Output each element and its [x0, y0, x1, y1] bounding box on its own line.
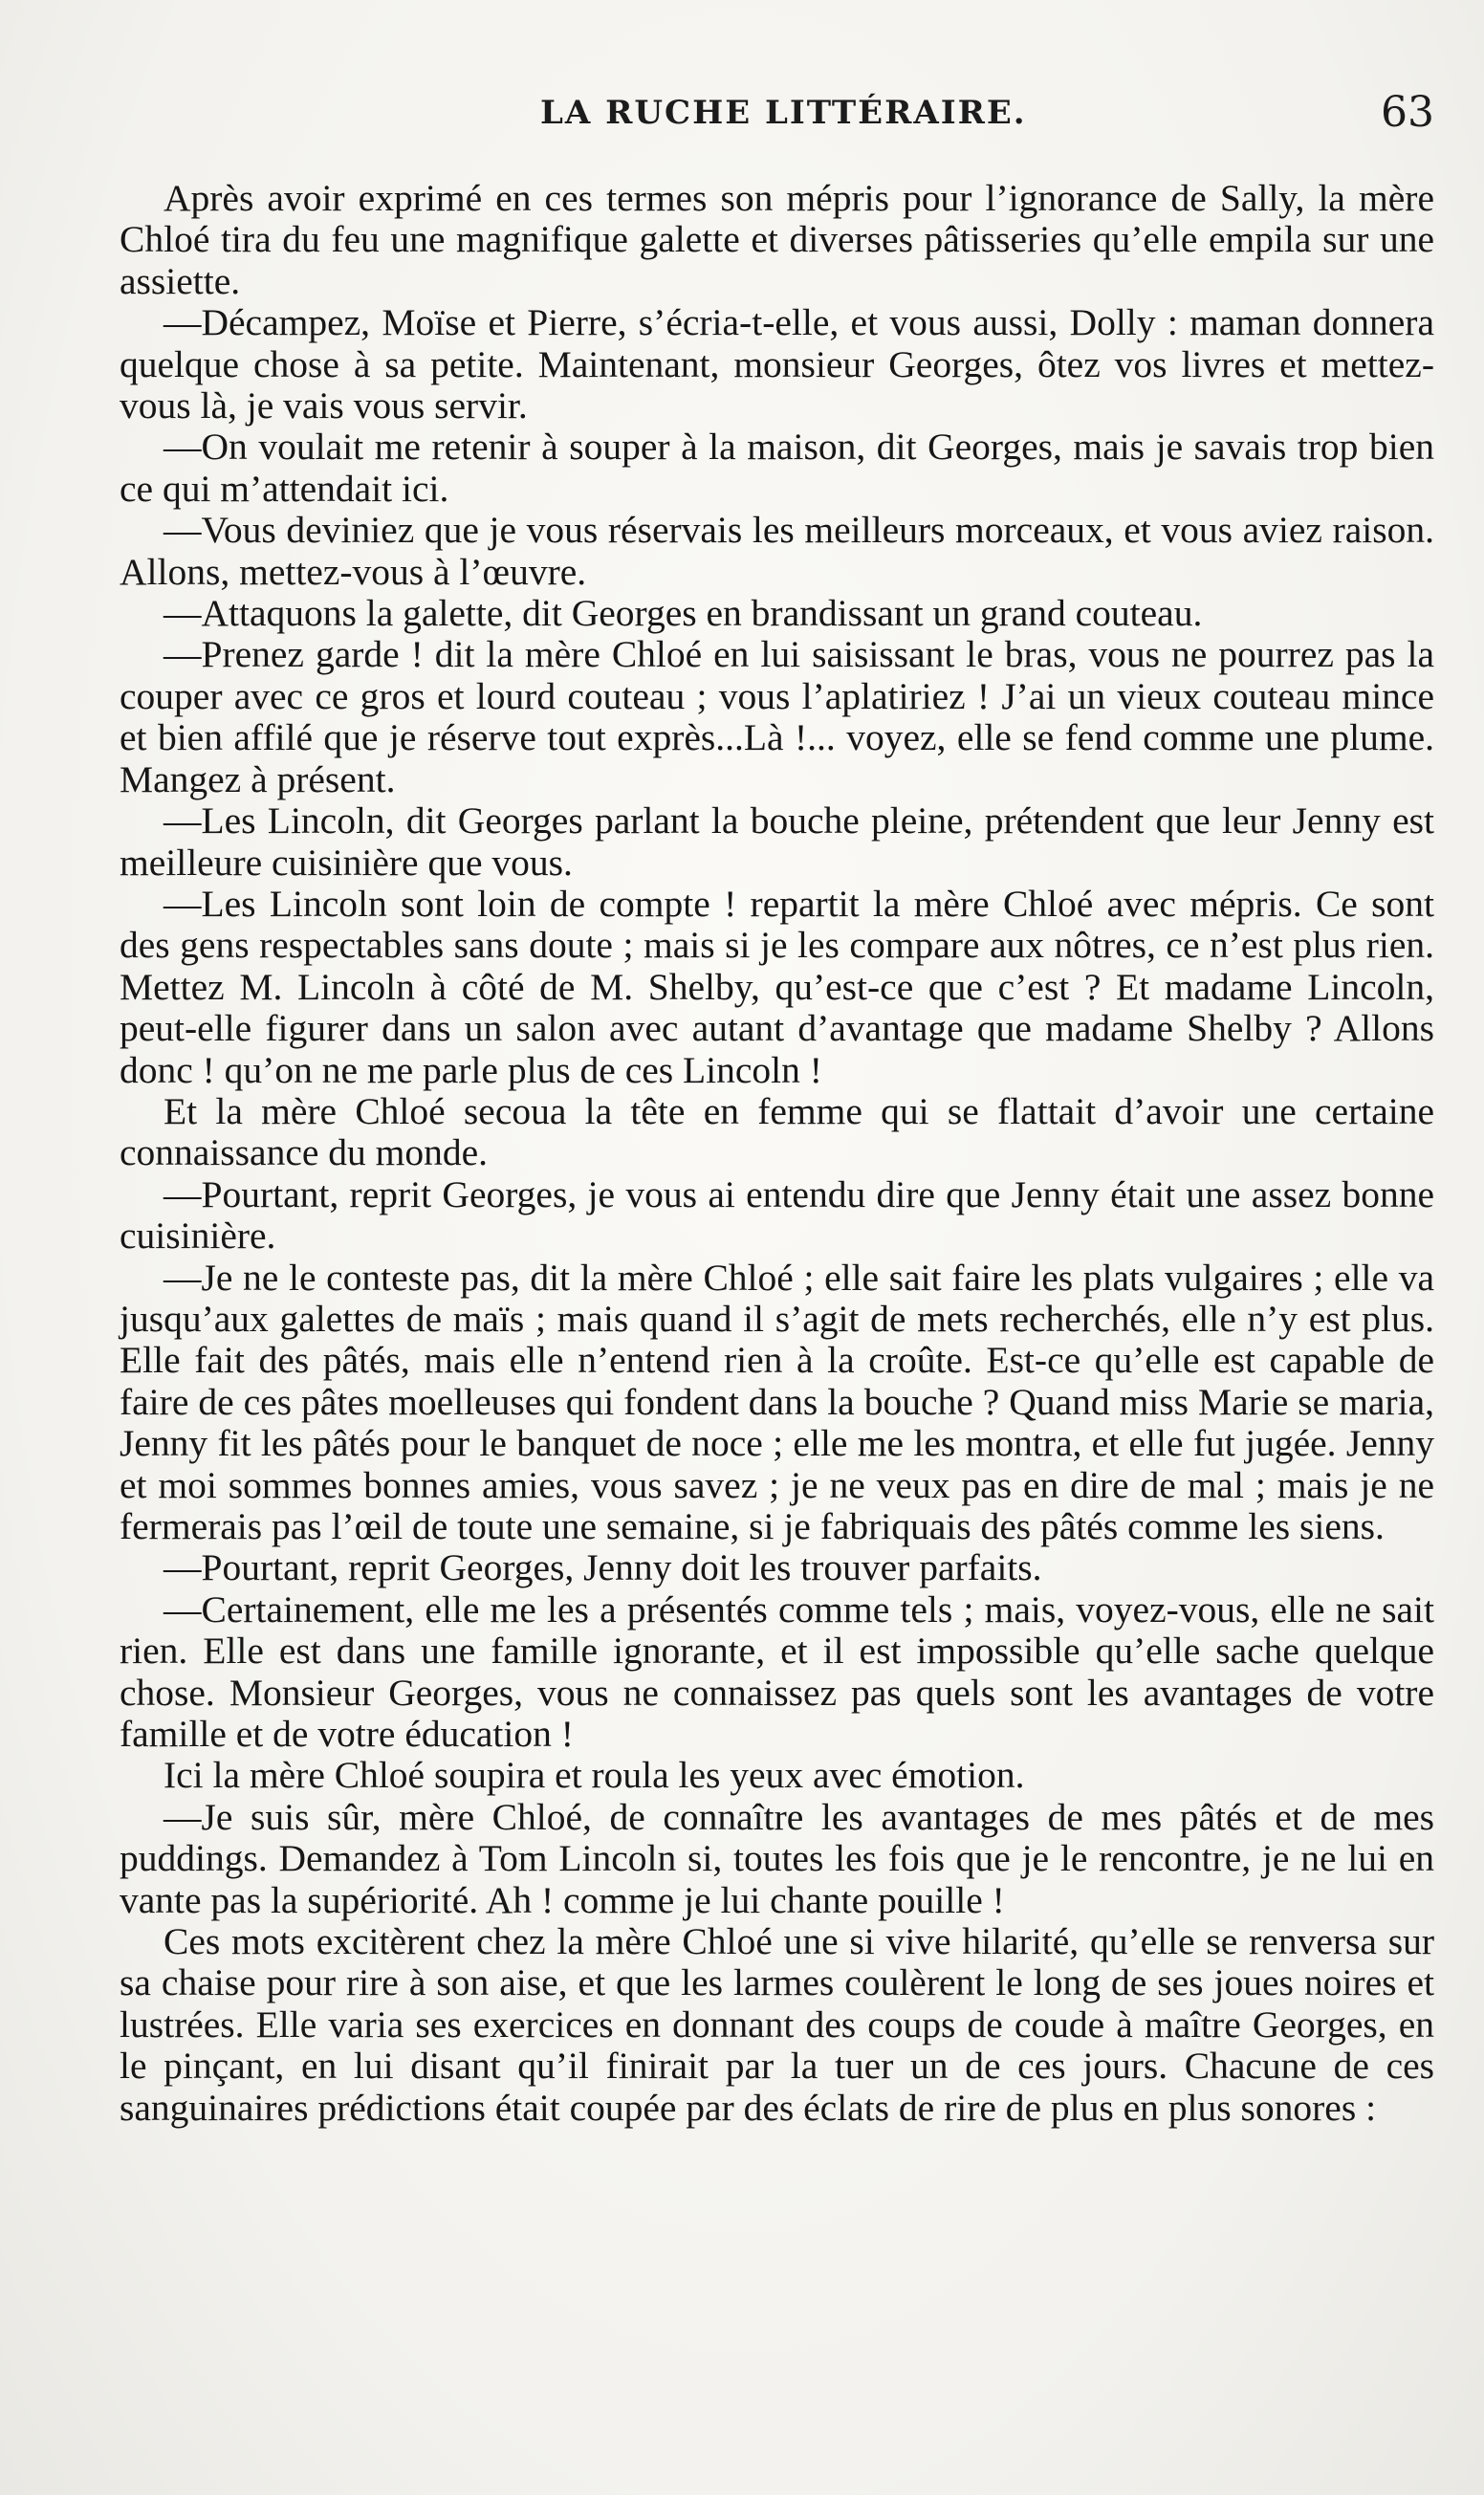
- paragraph: —Certainement, elle me les a présentés comme tels ; mais, voyez-vous, elle ne sait rien. Elle est dans une famille ignorante, et il est impossible qu’elle sache quelque chose. Monsieur Georges, vous ne connaissez pas quels sont les avantages de votre famille et de votre éducation !: [120, 1587, 1434, 1756]
- page-number: 63: [1381, 88, 1434, 137]
- running-title: LA RUCHE LITTÉRAIRE.: [540, 94, 1027, 132]
- paragraph: Et la mère Chloé secoua la tête en femme qui se flattait d’avoir une certaine connaissance du monde.: [120, 1089, 1434, 1174]
- paragraph: —Je suis sûr, mère Chloé, de connaître les avantages de mes pâtés et de mes puddings. Demandez à Tom Lincoln si, toutes les fois que je le rencontre, je ne lui en vante pas la supériorité. Ah ! comme je lui chante pouille !: [120, 1795, 1434, 1921]
- paragraph: —On voulait me retenir à souper à la maison, dit Georges, mais je savais trop bien ce qui m’attendait ici.: [120, 426, 1434, 510]
- page-header: [120, 80, 1434, 138]
- paragraph: —Décampez, Moïse et Pierre, s’écria-t-elle, et vous aussi, Dolly : maman donnera quelque chose à sa petite. Maintenant, monsieur Georges, ôtez vos livres et mettez-vous là, je vais vous servir.: [120, 301, 1434, 427]
- body-text: [120, 178, 1434, 2129]
- paragraph: —Pourtant, reprit Georges, je vous ai entendu dire que Jenny était une assez bonne cuisinière.: [120, 1172, 1434, 1258]
- paragraph: Ici la mère Chloé soupira et roula les yeux avec émotion.: [164, 1754, 1025, 1797]
- paragraph: —Les Lincoln sont loin de compte ! repartit la mère Chloé avec mépris. Ce sont des gens respectables sans doute ; mais si je les compare aux nôtres, ce n’est plus rien. Mettez M. Lincoln à côté de M. Shelby, qu’est-ce que c’est ? Et madame Lincoln, peut-elle figurer dans un salon avec autant d’avantage que madame Shelby ? Allons donc ! qu’on ne me parle plus de ces Lincoln !: [120, 882, 1434, 1091]
- paragraph: Ces mots excitèrent chez la mère Chloé une si vive hilarité, qu’elle se renversa sur sa chaise pour rire à son aise, et que les larmes coulèrent le long de ses joues noires et lustrées. Elle varia ses exercices en donnant des coups de coude à maître Georges, en le pinçant, en lui disant qu’il finirait par la tuer un de ces jours. Chacune de ces sanguinaires prédictions était coupée par des éclats de rire de plus en plus sonores :: [120, 1920, 1434, 2129]
- paragraph: —Prenez garde ! dit la mère Chloé en lui saisissant le bras, vous ne pourrez pas la couper avec ce gros et lourd couteau ; vous l’aplatiriez ! J’ai un vieux couteau mince et bien affilé que je réserve tout exprès...Là !... voyez, elle se fend comme une plume. Mangez à présent.: [120, 633, 1434, 800]
- paragraph: —Vous deviniez que je vous réservais les meilleurs morceaux, et vous aviez raison. Allons, mettez-vous à l’œuvre.: [120, 509, 1434, 593]
- paragraph: —Les Lincoln, dit Georges parlant la bouche pleine, prétendent que leur Jenny est meilleure cuisinière que vous.: [120, 799, 1434, 884]
- paragraph: —Attaquons la galette, dit Georges en brandissant un grand couteau.: [164, 592, 1203, 635]
- paragraph: Après avoir exprimé en ces termes son mépris pour l’ignorance de Sally, la mère Chloé tira du feu une magnifique galette et diverses pâtisseries qu’elle empila sur une assiette.: [120, 177, 1434, 302]
- paragraph: —Pourtant, reprit Georges, Jenny doit les trouver parfaits.: [164, 1546, 1042, 1589]
- paragraph: —Je ne le conteste pas, dit la mère Chloé ; elle sait faire les plats vulgaires ; elle va jusqu’aux galettes de maïs ; mais quand il s’agit de mets recherchés, elle n’y est plus. Elle fait des pâtés, mais elle n’entend rien à la croûte. Est-ce qu’elle est capable de faire de ces pâtes moelleuses qui fondent dans la bouche ? Quand miss Marie se maria, Jenny fit les pâtés pour le banquet de noce ; elle me les montra, et elle fut jugée. Jenny et moi sommes bonnes amies, vous savez ; je ne veux pas en dire de mal ; mais je ne fermerais pas l’œil de toute une semaine, si je fabriquais des pâtés comme les siens.: [120, 1256, 1434, 1547]
